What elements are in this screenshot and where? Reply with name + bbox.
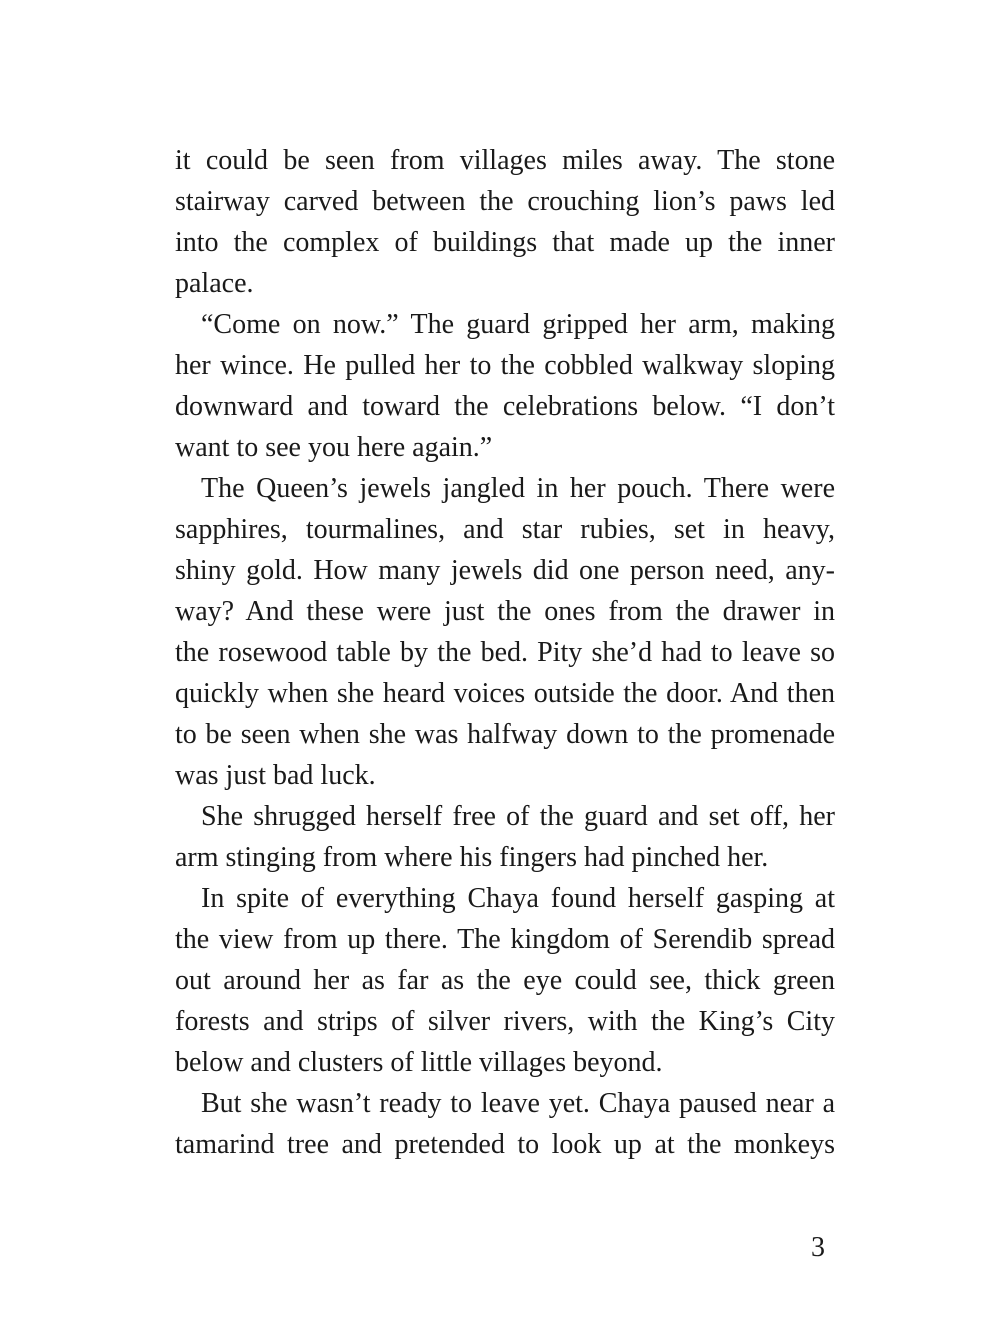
- text-line: it could be seen from villages miles away. The stone: [175, 145, 835, 176]
- text-line: the view from up there. The kingdom of Serendib spread: [175, 924, 835, 955]
- text-line: tamarind tree and pretended to look up at the monkeys: [175, 1129, 835, 1160]
- text-line: But she wasn’t ready to leave yet. Chaya paused near a: [201, 1088, 835, 1119]
- paragraph: [175, 304, 835, 468]
- paragraph: [175, 468, 835, 796]
- text-line: forests and strips of silver rivers, with the King’s City: [175, 1006, 835, 1037]
- text-line: shiny gold. How many jewels did one person need, any-: [175, 555, 835, 586]
- text-line: want to see you here again.”: [175, 432, 493, 463]
- text-line: way? And these were just the ones from the drawer in: [175, 596, 835, 627]
- text-line: arm stinging from where his fingers had pinched her.: [175, 842, 769, 873]
- text-line: out around her as far as the eye could see, thick green: [175, 965, 835, 996]
- text-line: quickly when she heard voices outside the door. And then: [175, 678, 835, 709]
- text-line: was just bad luck.: [175, 760, 376, 791]
- text-line: sapphires, tourmalines, and star rubies, set in heavy,: [175, 514, 835, 545]
- paragraph: [175, 796, 835, 878]
- text-line: She shrugged herself free of the guard and set off, her: [201, 801, 835, 832]
- paragraph: [175, 140, 835, 304]
- paragraph: [175, 878, 835, 1083]
- text-line: the rosewood table by the bed. Pity she’d had to leave so: [175, 637, 835, 668]
- text-line: palace.: [175, 268, 254, 299]
- text-line: to be seen when she was halfway down to the promenade: [175, 719, 835, 750]
- page-number: 3: [811, 1232, 825, 1263]
- text-line: stairway carved between the crouching lion’s paws led: [175, 186, 835, 217]
- text-line: below and clusters of little villages beyond.: [175, 1047, 663, 1078]
- text-line: her wince. He pulled her to the cobbled walkway sloping: [175, 350, 835, 381]
- paragraph: [175, 1083, 835, 1165]
- text-line: downward and toward the celebrations below. “I don’t: [175, 391, 835, 422]
- text-line: into the complex of buildings that made up the inner: [175, 227, 835, 258]
- text-line: The Queen’s jewels jangled in her pouch. There were: [201, 473, 835, 504]
- page-text: [175, 140, 835, 1165]
- text-line: “Come on now.” The guard gripped her arm, making: [201, 309, 835, 340]
- text-line: In spite of everything Chaya found herself gasping at: [201, 883, 835, 914]
